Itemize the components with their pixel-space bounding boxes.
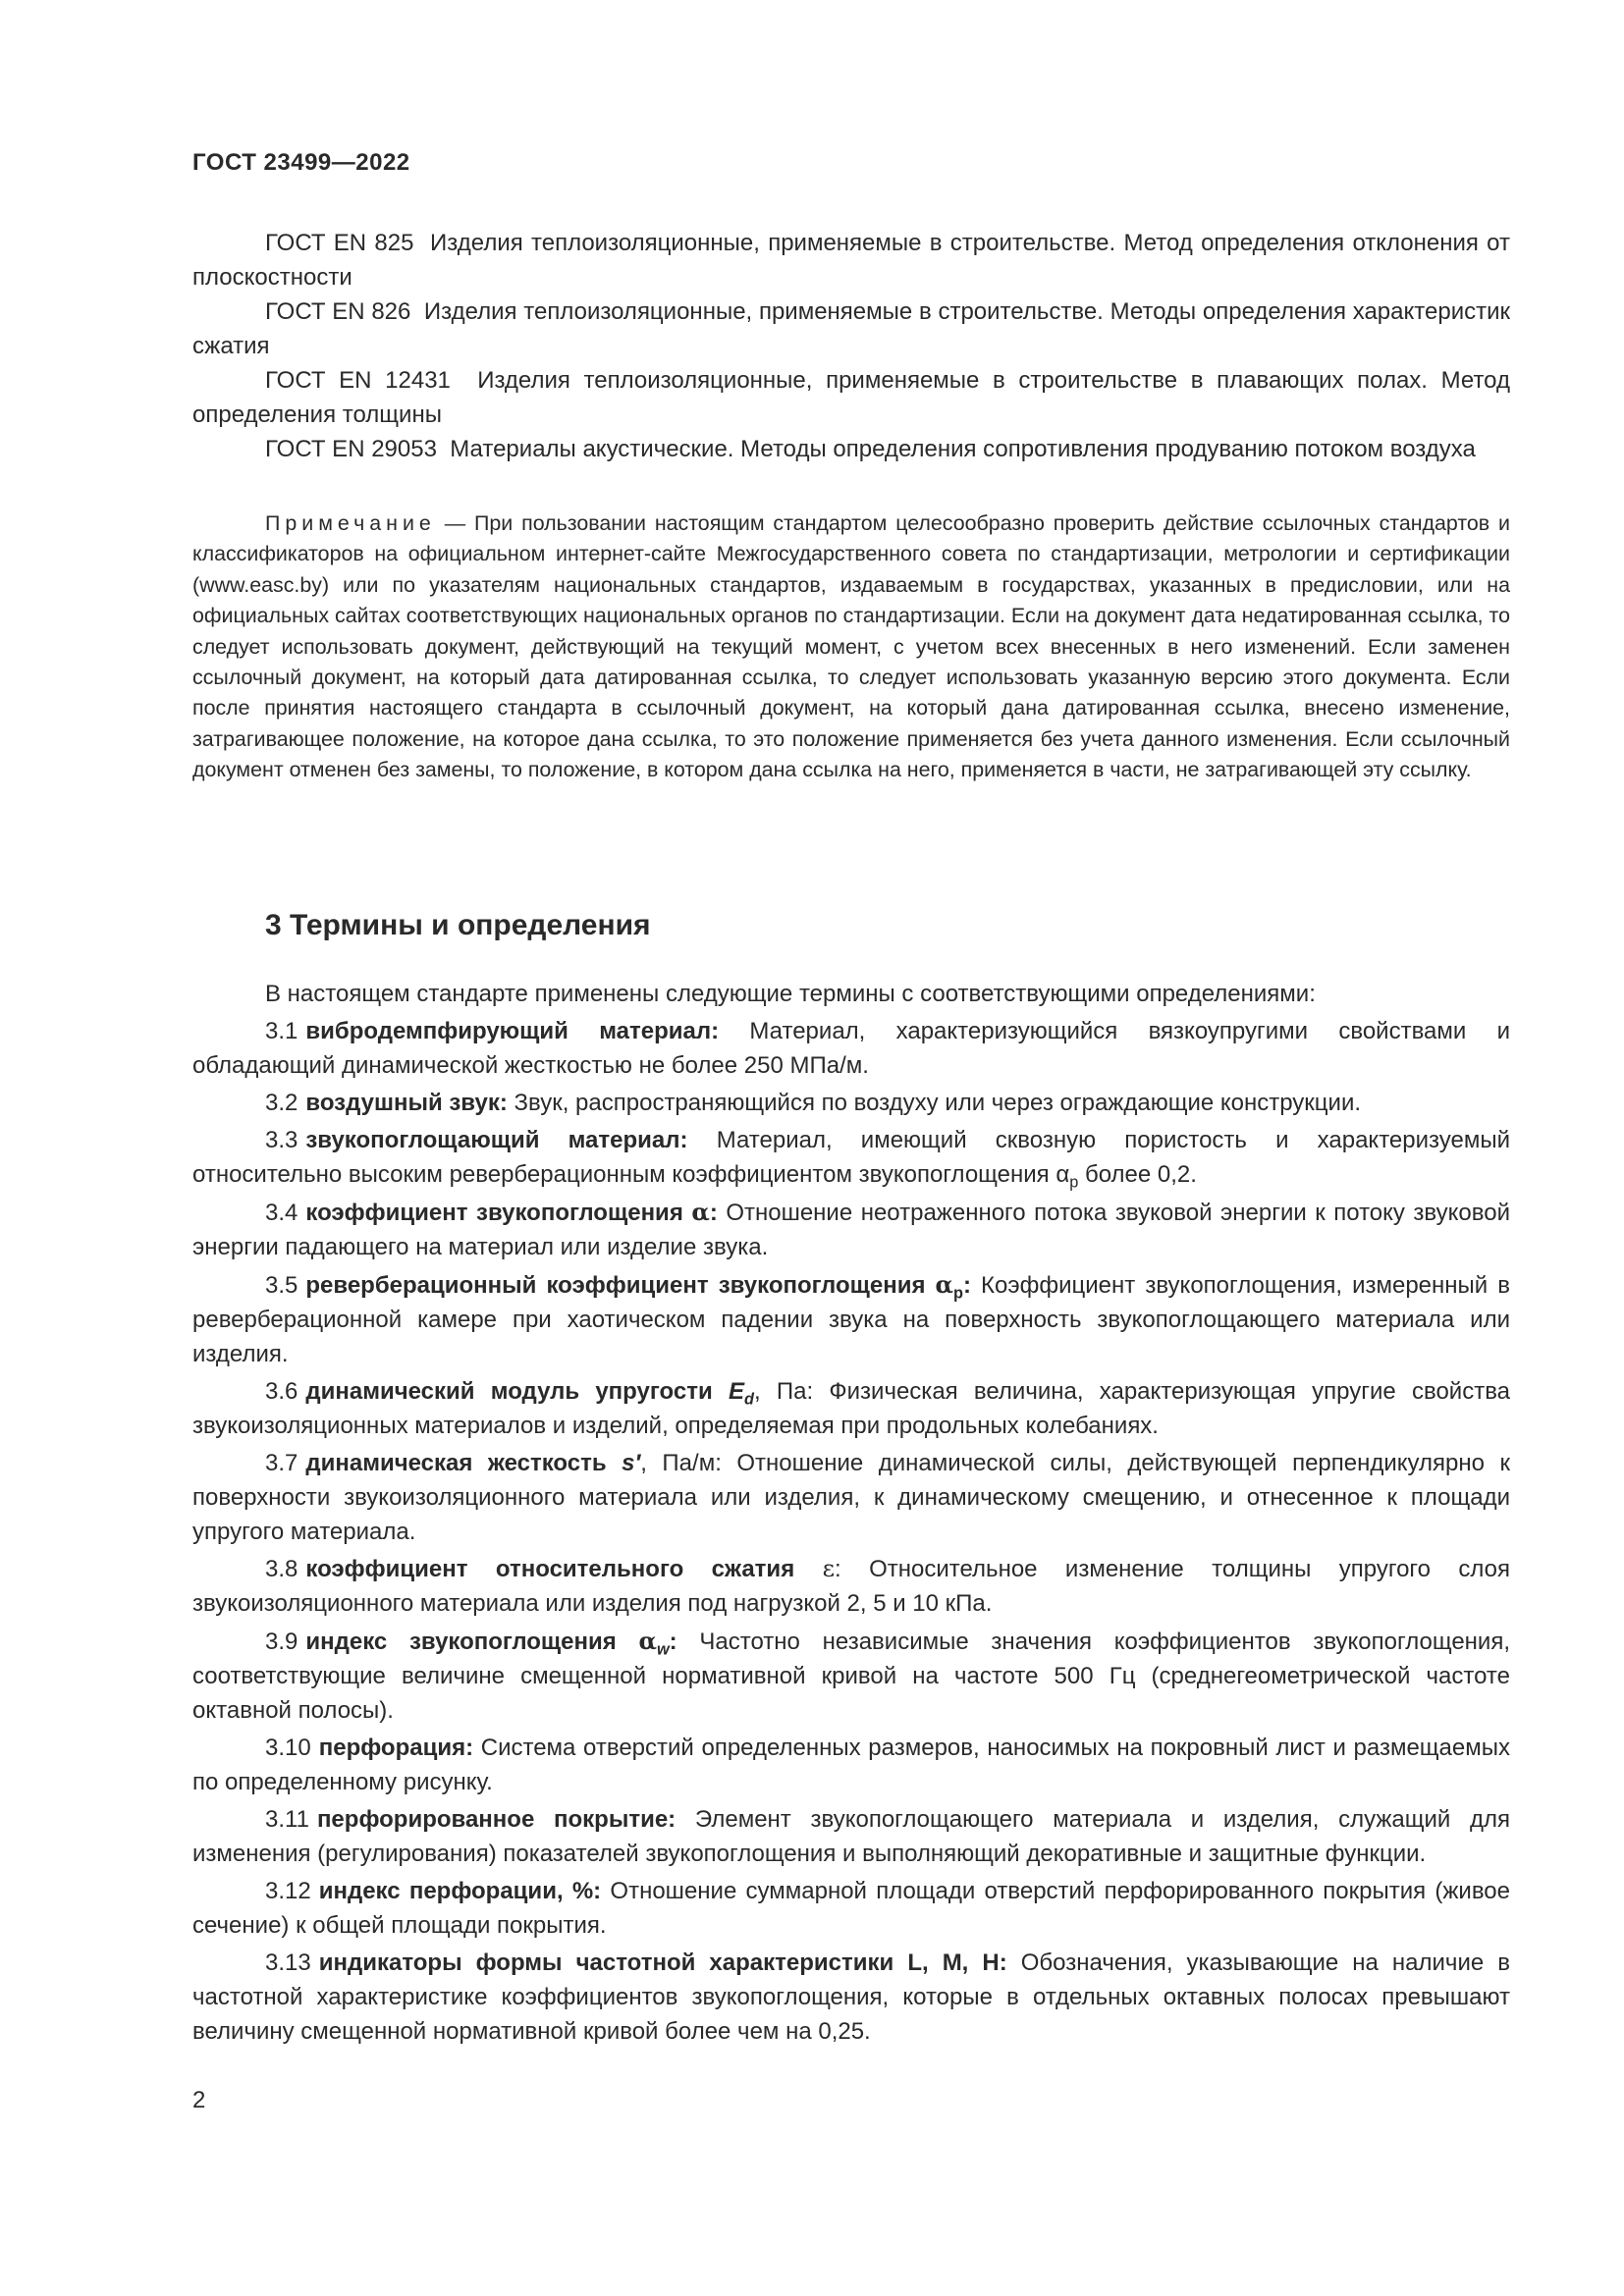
reference-text: Материалы акустические. Методы определения сопротивления продуванию потоком воздуха [450, 436, 1476, 462]
term-definition: Отношение динамической силы, действующей перпендикулярно к поверхности звукоизоляционного материала или изделия, к динамическому смещению, и отнесенное к площади упругого материала. [192, 1450, 1510, 1545]
term-symbol: α [638, 1627, 657, 1655]
term-symbol: α [691, 1198, 710, 1226]
term-name: индикаторы формы частотной характеристики L, M, H: [318, 1949, 1007, 1976]
term-3-10 [192, 1731, 1510, 1799]
page-number: 2 [192, 2087, 206, 2113]
term-number: 3.7 [265, 1450, 298, 1476]
term-3-1 [192, 1014, 1510, 1083]
section-intro: В настоящем стандарте применены следующие термины с соответствующими определениями: [265, 981, 1316, 1007]
note-label: Примечание [265, 511, 436, 535]
term-name: воздушный звук: [305, 1090, 508, 1116]
term-symbol: s′ [622, 1450, 641, 1476]
term-3-7 [192, 1446, 1510, 1549]
term-number: 3.3 [265, 1127, 298, 1153]
term-number: 3.5 [265, 1272, 298, 1299]
term-name: перфорированное покрытие: [316, 1806, 677, 1833]
term-name: динамическая жесткость [305, 1450, 607, 1476]
term-definition: Отношение суммарной площади отверстий перфорированного покрытия (живое сечение) к общей площади покрытия. [192, 1878, 1511, 1939]
term-name: вибродемпфирующий материал: [305, 1018, 720, 1044]
symbol-subscript: d [744, 1390, 754, 1409]
term-definition: Звук, распространяющийся по воздуху или через ограждающие конструкции. [514, 1090, 1362, 1116]
term-name: индекс перфорации, %: [318, 1878, 602, 1904]
term-unit: , Па/м: [640, 1450, 722, 1476]
term-3-6 [192, 1374, 1510, 1443]
term-number: 3.1 [265, 1018, 298, 1044]
term-definition: Материал, имеющий сквозную пористость и характеризуемый относительно высоким реверберационным коэффициентом звукопоглощения α [192, 1127, 1510, 1188]
normative-references-list [192, 226, 1510, 466]
term-number: 3.9 [265, 1629, 298, 1655]
term-3-5 [192, 1267, 1510, 1371]
symbol-subscript: p [1069, 1173, 1079, 1192]
reference-code: ГОСТ EN 825 [265, 230, 414, 256]
term-colon: : [709, 1200, 718, 1226]
term-definition: Коэффициент звукопоглощения, измеренный в реверберационной камере при хаотическом падении звука на поверхность звукопоглощающего материала или изделия. [192, 1272, 1510, 1367]
symbol-subscript: w [656, 1640, 670, 1659]
term-definition: Относительное изменение толщины упругого слоя звукоизоляционного материала или изделия под нагрузкой 2, 5 и 10 кПа. [192, 1556, 1511, 1617]
term-symbol: α [935, 1270, 954, 1299]
term-symbol: ε [822, 1555, 836, 1582]
term-symbol: E [729, 1378, 745, 1405]
term-number: 3.13 [265, 1949, 311, 1976]
term-definition: Обозначения, указывающие на наличие в частотной характеристике коэффициентов звукопоглощения, которые в отдельных октавных полосах превышают величину смещенной нормативной кривой более чем на 0,25. [192, 1949, 1510, 2045]
term-number: 3.6 [265, 1378, 298, 1405]
reference-text: Изделия теплоизоляционные, применяемые в строительстве. Методы определения характеристик сжатия [192, 298, 1510, 359]
section-title: 3 Термины и определения [265, 909, 651, 941]
term-colon: : [835, 1556, 841, 1582]
term-name: реверберационный коэффициент звукопоглощения [305, 1272, 926, 1299]
term-number: 3.11 [265, 1806, 309, 1833]
term-definition-end: более 0,2. [1078, 1161, 1197, 1188]
term-3-8 [192, 1552, 1510, 1621]
reference-code: ГОСТ EN 29053 [265, 436, 437, 462]
terms-list [192, 977, 1510, 2049]
term-definition: Материал, характеризующийся вязкоупругими свойствами и обладающий динамической жесткостью не более 250 МПа/м. [192, 1018, 1510, 1079]
term-name: перфорация: [318, 1735, 474, 1761]
term-colon: : [962, 1272, 971, 1299]
reference-item [192, 294, 1510, 363]
term-name: коэффициент звукопоглощения [305, 1200, 683, 1226]
term-definition: Частотно независимые значения коэффициентов звукопоглощения, соответствующие величине смещенной нормативной кривой на частоте 500 Гц (среднегеометрической частоте октавной полосы). [192, 1629, 1510, 1724]
document-header: ГОСТ 23499—2022 [192, 149, 410, 176]
term-definition: Физическая величина, характеризующая упругие свойства звукоизоляционных материалов и изделий, определяемая при продольных колебаниях. [192, 1378, 1511, 1439]
term-3-11 [192, 1802, 1510, 1871]
term-3-3 [192, 1123, 1510, 1192]
reference-item [192, 226, 1510, 294]
symbol-subscript: p [953, 1284, 963, 1303]
term-colon: : [669, 1629, 677, 1655]
reference-code: ГОСТ EN 826 [265, 298, 411, 325]
term-3-9 [192, 1624, 1510, 1728]
term-name: коэффициент относительного сжатия [305, 1556, 795, 1582]
reference-text: Изделия теплоизоляционные, применяемые в строительстве. Метод определения отклонения от плоскостности [192, 230, 1510, 291]
term-name: звукопоглощающий материал: [305, 1127, 688, 1153]
reference-item [192, 363, 1510, 432]
term-number: 3.4 [265, 1200, 298, 1226]
reference-text: Изделия теплоизоляционные, применяемые в строительстве в плавающих полах. Метод определения толщины [192, 367, 1510, 428]
term-number: 3.12 [265, 1878, 311, 1904]
term-name: динамический модуль упругости [305, 1378, 713, 1405]
term-3-4 [192, 1195, 1510, 1264]
reference-item [192, 432, 1510, 466]
term-number: 3.8 [265, 1556, 298, 1582]
term-definition: Отношение неотраженного потока звуковой энергии к потоку звуковой энергии падающего на материал или изделие звука. [192, 1200, 1511, 1260]
term-name: индекс звукопоглощения [305, 1629, 617, 1655]
term-unit: , Па: [753, 1378, 814, 1405]
term-number: 3.2 [265, 1090, 298, 1116]
term-definition: Элемент звукопоглощающего материала и изделия, служащий для изменения (регулирования) показателей звукопоглощения и выполняющий декоративные и защитные функции. [192, 1806, 1510, 1867]
term-3-2 [192, 1086, 1510, 1120]
term-definition: Система отверстий определенных размеров, наносимых на покровный лист и размещаемых по определенному рисунку. [192, 1735, 1511, 1795]
reference-code: ГОСТ EN 12431 [265, 367, 451, 394]
note-paragraph [192, 508, 1510, 786]
note-text: — При пользовании настоящим стандартом целесообразно проверить действие ссылочных стандартов и классификаторов на официальном интернет-сайте Межгосударственного совета по стандартизации, метрологии и сертификации (www.easc.by) или по указателям национальных стандартов, издаваемым в государствах, указанных в предисловии, или на официальных сайтах соответствующих национальных органов по стандартизации. Если на документ дата недатированная ссылка, то следует использовать документ, действующий на текущий момент, с учетом всех внесенных в него изменений. Если заменен ссылочный документ, на который дата датированная ссылка, то следует использовать указанную версию этого документа. Если после принятия настоящего стандарта в ссылочный документ, на который дана датированная ссылка, внесено изменение, затрагивающее положение, на которое дана ссылка, то это положение применяется без учета данного изменения. Если ссылочный документ отменен без замены, то положение, в котором дана ссылка на него, применяется в части, не затрагивающей эту ссылку. [192, 511, 1511, 782]
term-number: 3.10 [265, 1735, 311, 1761]
term-3-13 [192, 1946, 1510, 2049]
term-3-12 [192, 1874, 1510, 1943]
